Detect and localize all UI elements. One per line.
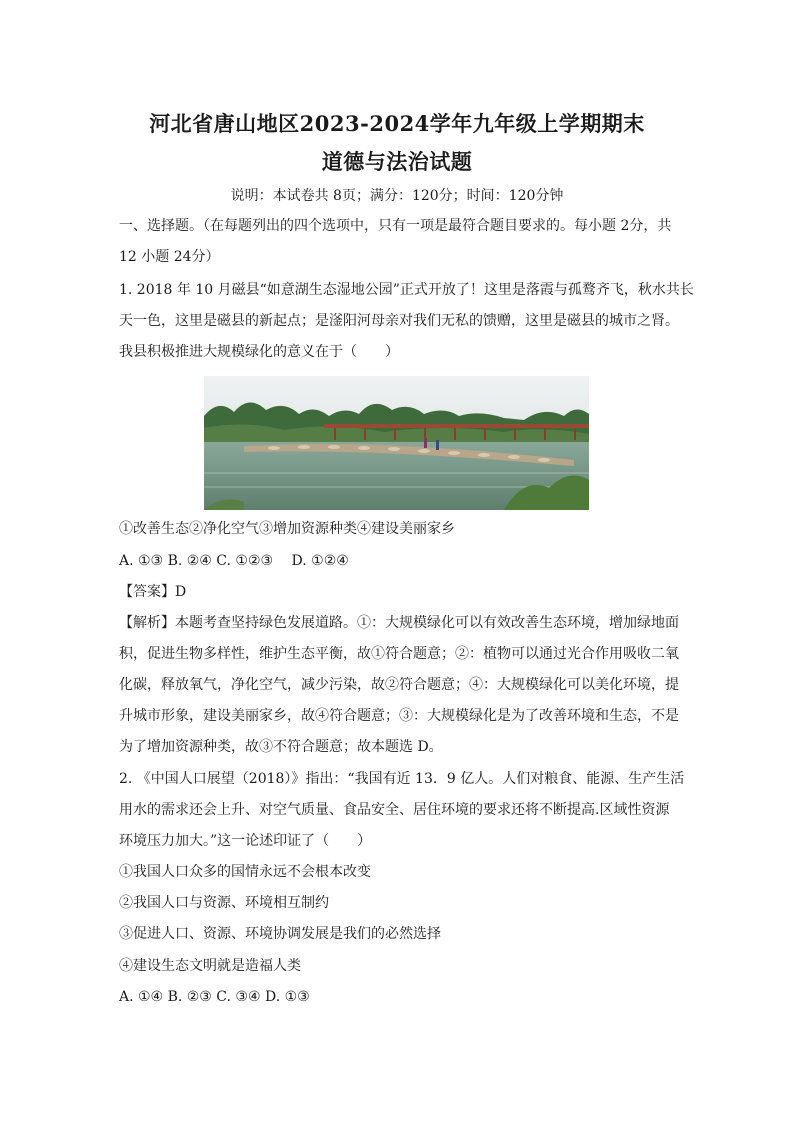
exam-title: 河北省唐山地区2023-2024学年九年级上学期期末	[149, 111, 645, 136]
q2-stem: 环境压力加大。”这一论述印证了（ ）	[119, 833, 372, 849]
q1-stem: 天一色，这里是磁县的新起点；是滏阳河母亲对我们无私的馈赠，这里是磁县的城市之肾。	[119, 313, 679, 329]
q1-stem: 我县积极推进大规模绿化的意义在于（ ）	[119, 344, 399, 360]
q1-analysis: 为了增加资源种类，故③不符合题意；故本题选 D。	[119, 739, 443, 755]
q1-options: A. ①③ B. ②④ C. ①②③ D. ①②④	[119, 553, 349, 569]
exam-subject-title: 道德与法治试题	[321, 149, 473, 174]
exam-instructions: 说明：本试卷共 8页；满分：120分；时间：120分钟	[230, 188, 564, 204]
q1-analysis: 化碳，释放氧气，净化空气，减少污染，故②符合题意；④：大规模绿化可以美化环境，提	[119, 677, 679, 693]
wetland-park-photo	[204, 376, 589, 510]
section-heading: 一、选择题。（在每题列出的四个选项中，只有一项是最符合题目要求的。每小题 2分，共	[119, 218, 672, 234]
q1-statements: ①改善生态②净化空气③增加资源种类④建设美丽家乡	[119, 521, 455, 537]
q2-statement: ③促进人口、资源、环境协调发展是我们的必然选择	[119, 926, 441, 942]
q1-analysis: 积，促进生物多样性，维护生态平衡，故①符合题意；②：植物可以通过光合作用吸收二氧	[119, 646, 679, 662]
q2-stem: 用水的需求还会上升、对空气质量、食品安全、居住环境的要求还将不断提高.区域性资源	[119, 802, 670, 818]
q2-statement: ②我国人口与资源、环境相互制约	[119, 895, 329, 911]
q1-stem: 1. 2018 年 10 月磁县“如意湖生态湿地公园”正式开放了！这里是落霞与孤鹜齐飞，秋水共长	[119, 282, 694, 298]
q1-answer: 【答案】D	[119, 584, 187, 600]
q1-analysis: 升城市形象，建设美丽家乡，故④符合题意；③：大规模绿化是为了改善环境和生态，不是	[119, 708, 679, 724]
q2-statement: ④建设生态文明就是造福人类	[119, 958, 301, 974]
q2-options: A. ①④ B. ②③ C. ③④ D. ①③	[119, 989, 310, 1005]
q2-statement: ①我国人口众多的国情永远不会根本改变	[119, 864, 371, 880]
q2-stem: 2. 《中国人口展望（2018）》指出：“我国有近 13．9 亿人。人们对粮食、能源、生产生活	[119, 771, 685, 787]
section-heading-cont: 12 小题 24分）	[119, 249, 220, 265]
q1-analysis: 【解析】本题考查坚持绿色发展道路。①：大规模绿化可以有效改善生态环境，增加绿地面	[119, 615, 679, 631]
